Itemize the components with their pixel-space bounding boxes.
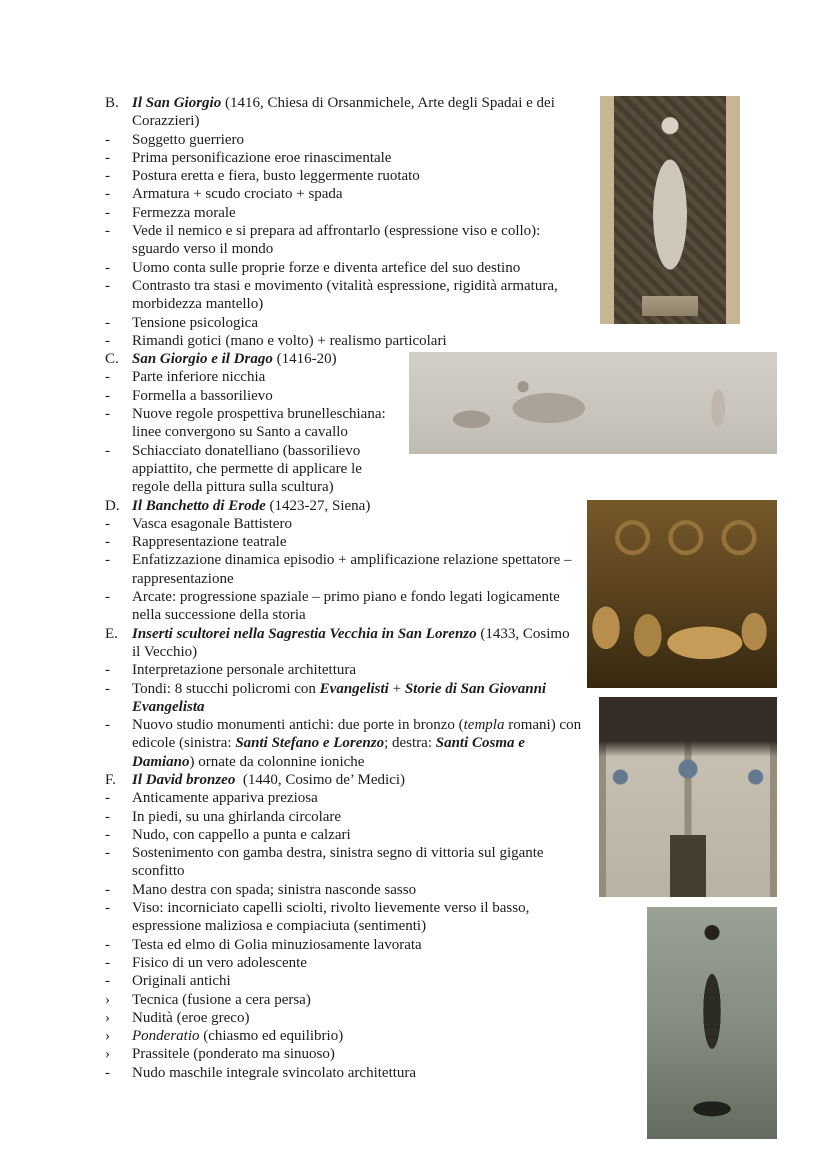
item-marker: › — [105, 991, 110, 1008]
text-segment: Tecnica (fusione a cera persa) — [132, 991, 311, 1008]
text-segment: Uomo conta sulle proprie forze e diventa artefice del suo destino — [132, 259, 521, 276]
item-marker: - — [105, 826, 110, 843]
text-segment: Parte inferiore nicchia — [132, 369, 266, 386]
text-segment: Armatura + scudo crociato + spada — [132, 186, 343, 203]
item-text — [132, 1064, 637, 1082]
item-marker: - — [105, 223, 110, 240]
section-title — [132, 625, 577, 662]
section-letter: F. — [105, 771, 116, 788]
section-heading — [105, 771, 589, 789]
text-segment: Contrasto tra stasi e movimento (vitalità espressione, rigidità armatura, morbidezza mantello) — [132, 277, 562, 313]
list-item — [105, 899, 589, 936]
list-item — [105, 167, 590, 185]
list-item — [105, 680, 577, 717]
st-george-dragon-relief-image — [409, 352, 777, 454]
item-marker: - — [105, 149, 110, 166]
item-text — [132, 1009, 637, 1027]
text-segment: Anticamente appariva preziosa — [132, 790, 318, 807]
text-segment: (chiasmo ed equilibrio) — [199, 1028, 344, 1045]
item-marker: - — [105, 515, 110, 532]
item-text — [132, 991, 637, 1009]
list-item — [105, 936, 637, 954]
list-item — [105, 972, 637, 990]
item-text — [132, 881, 589, 899]
section-title-text: San Giorgio e il Drago — [132, 351, 273, 368]
section-title — [132, 94, 590, 131]
text-segment: Storie di San Giovanni Evangelista — [132, 680, 550, 715]
list-item — [105, 387, 399, 405]
text-segment: Formella a bassorilievo — [132, 387, 273, 404]
section-title — [132, 497, 577, 515]
item-marker: - — [105, 900, 110, 917]
text-segment: Originali antichi — [132, 973, 231, 990]
list-item — [105, 259, 590, 277]
list-item — [105, 844, 589, 881]
item-marker: - — [105, 387, 110, 404]
list-item — [105, 131, 590, 149]
text-segment: Mano destra con spada; sinistra nasconde sasso — [132, 881, 417, 898]
text-segment: Nudo maschile integrale svincolato architettura — [132, 1064, 417, 1081]
text-segment: Vasca esagonale Battistero — [132, 515, 292, 532]
list-item — [105, 789, 589, 807]
item-text — [132, 515, 577, 533]
list-item — [105, 881, 589, 899]
text-segment: Prassitele (ponderato ma sinuoso) — [132, 1046, 335, 1063]
item-marker: - — [105, 332, 110, 349]
item-text — [132, 1027, 637, 1045]
list-item — [105, 1027, 637, 1045]
text-segment: Interpretazione personale architettura — [132, 662, 357, 679]
item-marker: - — [105, 131, 110, 148]
text-segment: ) ornate da colonnine ioniche — [189, 753, 365, 770]
section-title-text: Il David bronzeo — [132, 771, 236, 788]
list-item — [105, 954, 637, 972]
item-marker: - — [105, 808, 110, 825]
text-segment: Ponderatio — [132, 1028, 200, 1045]
section-title-text: Inserti scultorei nella Sagrestia Vecchia in San Lorenzo — [132, 625, 477, 642]
item-marker: - — [105, 662, 110, 679]
section-title-suffix: (1423-27, Siena) — [265, 497, 371, 514]
section-letter: C. — [105, 351, 119, 368]
section-heading — [105, 497, 577, 515]
section-title-suffix: (1416, Chiesa di Orsanmichele, Arte degli Spadai e dei Corazzieri) — [132, 95, 559, 130]
text-segment: Nuovo studio monumenti antichi: due porte in bronzo ( — [132, 717, 464, 734]
item-text — [132, 405, 399, 442]
list-item — [105, 588, 577, 625]
text-segment: Viso: incorniciato capelli sciolti, rivolto lievemente verso il basso, espressione maliziosa e compiaciuta (sentimenti) — [132, 900, 534, 935]
item-marker: - — [105, 204, 110, 221]
item-text — [132, 936, 637, 954]
list-item — [105, 149, 590, 167]
text-segment: Schiacciato donatelliano (bassorilievo appiattito, che permette di applicare le regole della pittura sulla scultura) — [132, 442, 366, 496]
st-george-statue-image — [600, 96, 740, 324]
text-segment: Sostenimento con gamba destra, sinistra segno di vittoria sul gigante sconfitto — [132, 845, 548, 880]
item-marker: - — [105, 845, 110, 862]
item-marker: - — [105, 186, 110, 203]
item-text — [132, 387, 399, 405]
text-segment: Postura eretta e fiera, busto leggermente ruotato — [132, 168, 420, 185]
text-segment: templa — [463, 717, 505, 734]
text-segment: Enfatizzazione dinamica episodio + amplificazione relazione spettatore – rappresentazione — [132, 552, 576, 587]
section-heading — [105, 350, 399, 368]
text-segment: Soggetto guerriero — [132, 131, 245, 148]
item-text — [132, 314, 590, 332]
list-item — [105, 185, 590, 203]
text-segment: Santi Cosma e Damiano — [132, 735, 529, 770]
item-text — [132, 368, 399, 386]
list-item — [105, 442, 399, 497]
item-text — [132, 131, 590, 149]
text-segment: Testa ed elmo di Golia minuziosamente lavorata — [132, 936, 422, 953]
text-segment: Nuove regole prospettiva brunelleschiana: linee convergono su Santo a cavallo — [132, 406, 390, 441]
text-segment: Prima personificazione eroe rinascimentale — [132, 149, 392, 166]
item-marker: - — [105, 314, 110, 331]
section-title-text: Il Banchetto di Erode — [132, 497, 266, 514]
text-segment: Fermezza morale — [132, 204, 236, 221]
list-item — [105, 277, 590, 314]
sagrestia-vecchia-interior-image — [599, 697, 777, 897]
item-text — [132, 332, 777, 350]
list-item — [105, 991, 637, 1009]
list-item — [105, 716, 589, 771]
item-text — [132, 185, 590, 203]
section-letter: D. — [105, 497, 120, 514]
item-text — [132, 789, 589, 807]
text-segment: Santi Stefano e Lorenzo — [235, 735, 385, 752]
item-marker: - — [105, 936, 110, 953]
item-marker: - — [105, 369, 110, 386]
item-text — [132, 551, 577, 588]
item-marker: - — [105, 168, 110, 185]
item-marker: - — [105, 1064, 110, 1081]
text-segment: Vede il nemico e si prepara ad affrontarlo (espressione viso e collo): sguardo verso il mondo — [132, 223, 545, 258]
item-text — [132, 533, 577, 551]
section-title-suffix: (1433, Cosimo il Vecchio) — [132, 625, 574, 660]
text-segment: Evangelisti — [319, 680, 389, 697]
text-segment: Rappresentazione teatrale — [132, 534, 287, 551]
item-text — [132, 716, 589, 771]
item-text — [132, 204, 590, 222]
list-item — [105, 1045, 637, 1063]
item-text — [132, 588, 577, 625]
item-text — [132, 259, 590, 277]
bronze-david-statue-image — [647, 907, 777, 1139]
item-text — [132, 826, 589, 844]
item-marker: - — [105, 589, 110, 606]
item-text — [132, 167, 590, 185]
text-segment: Rimandi gotici (mano e volto) + realismo particolari — [132, 332, 447, 349]
banquet-of-herod-relief-image — [587, 500, 777, 688]
list-item — [105, 1064, 637, 1082]
item-marker: - — [105, 881, 110, 898]
list-item — [105, 204, 590, 222]
section-title-suffix: (1440, Cosimo de’ Medici) — [235, 771, 406, 788]
list-item — [105, 808, 589, 826]
item-text — [132, 808, 589, 826]
section-letter: B. — [105, 95, 119, 111]
item-text — [132, 954, 637, 972]
list-item — [105, 1009, 637, 1027]
item-marker: › — [105, 1028, 110, 1045]
list-item — [105, 826, 589, 844]
item-text — [132, 149, 590, 167]
text-segment: + — [388, 680, 405, 697]
list-item — [105, 332, 777, 350]
item-marker: - — [105, 552, 110, 569]
item-marker: › — [105, 1046, 110, 1063]
item-text — [132, 972, 637, 990]
section-title — [132, 350, 399, 368]
text-segment: ; destra: — [384, 735, 436, 752]
item-text — [132, 1045, 637, 1063]
item-text — [132, 899, 589, 936]
section-title — [132, 771, 589, 789]
list-item — [105, 661, 577, 679]
item-marker: - — [105, 973, 110, 990]
text-segment: Nudo, con cappello a punta e calzari — [132, 826, 351, 843]
item-text — [132, 680, 577, 717]
item-marker: › — [105, 1009, 110, 1026]
section-title-suffix: (1416-20) — [272, 351, 337, 368]
list-item — [105, 314, 590, 332]
list-item — [105, 222, 590, 259]
item-text — [132, 661, 577, 679]
list-item — [105, 515, 577, 533]
text-segment: Tensione psicologica — [132, 314, 258, 331]
notes-flow — [105, 94, 777, 1082]
item-text — [132, 277, 590, 314]
list-item — [105, 368, 399, 386]
section-heading — [105, 94, 590, 131]
item-text — [132, 442, 399, 497]
text-segment: Fisico di un vero adolescente — [132, 954, 307, 971]
item-marker: - — [105, 259, 110, 276]
section-letter: E. — [105, 625, 118, 642]
text-segment: In piedi, su una ghirlanda circolare — [132, 808, 342, 825]
list-item — [105, 533, 577, 551]
item-marker: - — [105, 406, 110, 423]
item-text — [132, 844, 589, 881]
section-heading — [105, 625, 577, 662]
text-segment: Tondi: 8 stucchi policromi con — [132, 680, 320, 697]
item-marker: - — [105, 790, 110, 807]
item-marker: - — [105, 680, 110, 697]
section-title-text: Il San Giorgio — [132, 95, 222, 111]
text-segment: romani) con edicole (sinistra: — [132, 717, 585, 752]
item-marker: - — [105, 277, 110, 294]
text-segment: Nudità (eroe greco) — [132, 1009, 250, 1026]
item-marker: - — [105, 954, 110, 971]
item-marker: - — [105, 442, 110, 459]
list-item — [105, 405, 399, 442]
list-item — [105, 551, 577, 588]
item-text — [132, 222, 590, 259]
item-marker: - — [105, 534, 110, 551]
item-marker: - — [105, 717, 110, 734]
text-segment: Arcate: progressione spaziale – primo piano e fondo legati logicamente nella successione della storia — [132, 589, 564, 624]
